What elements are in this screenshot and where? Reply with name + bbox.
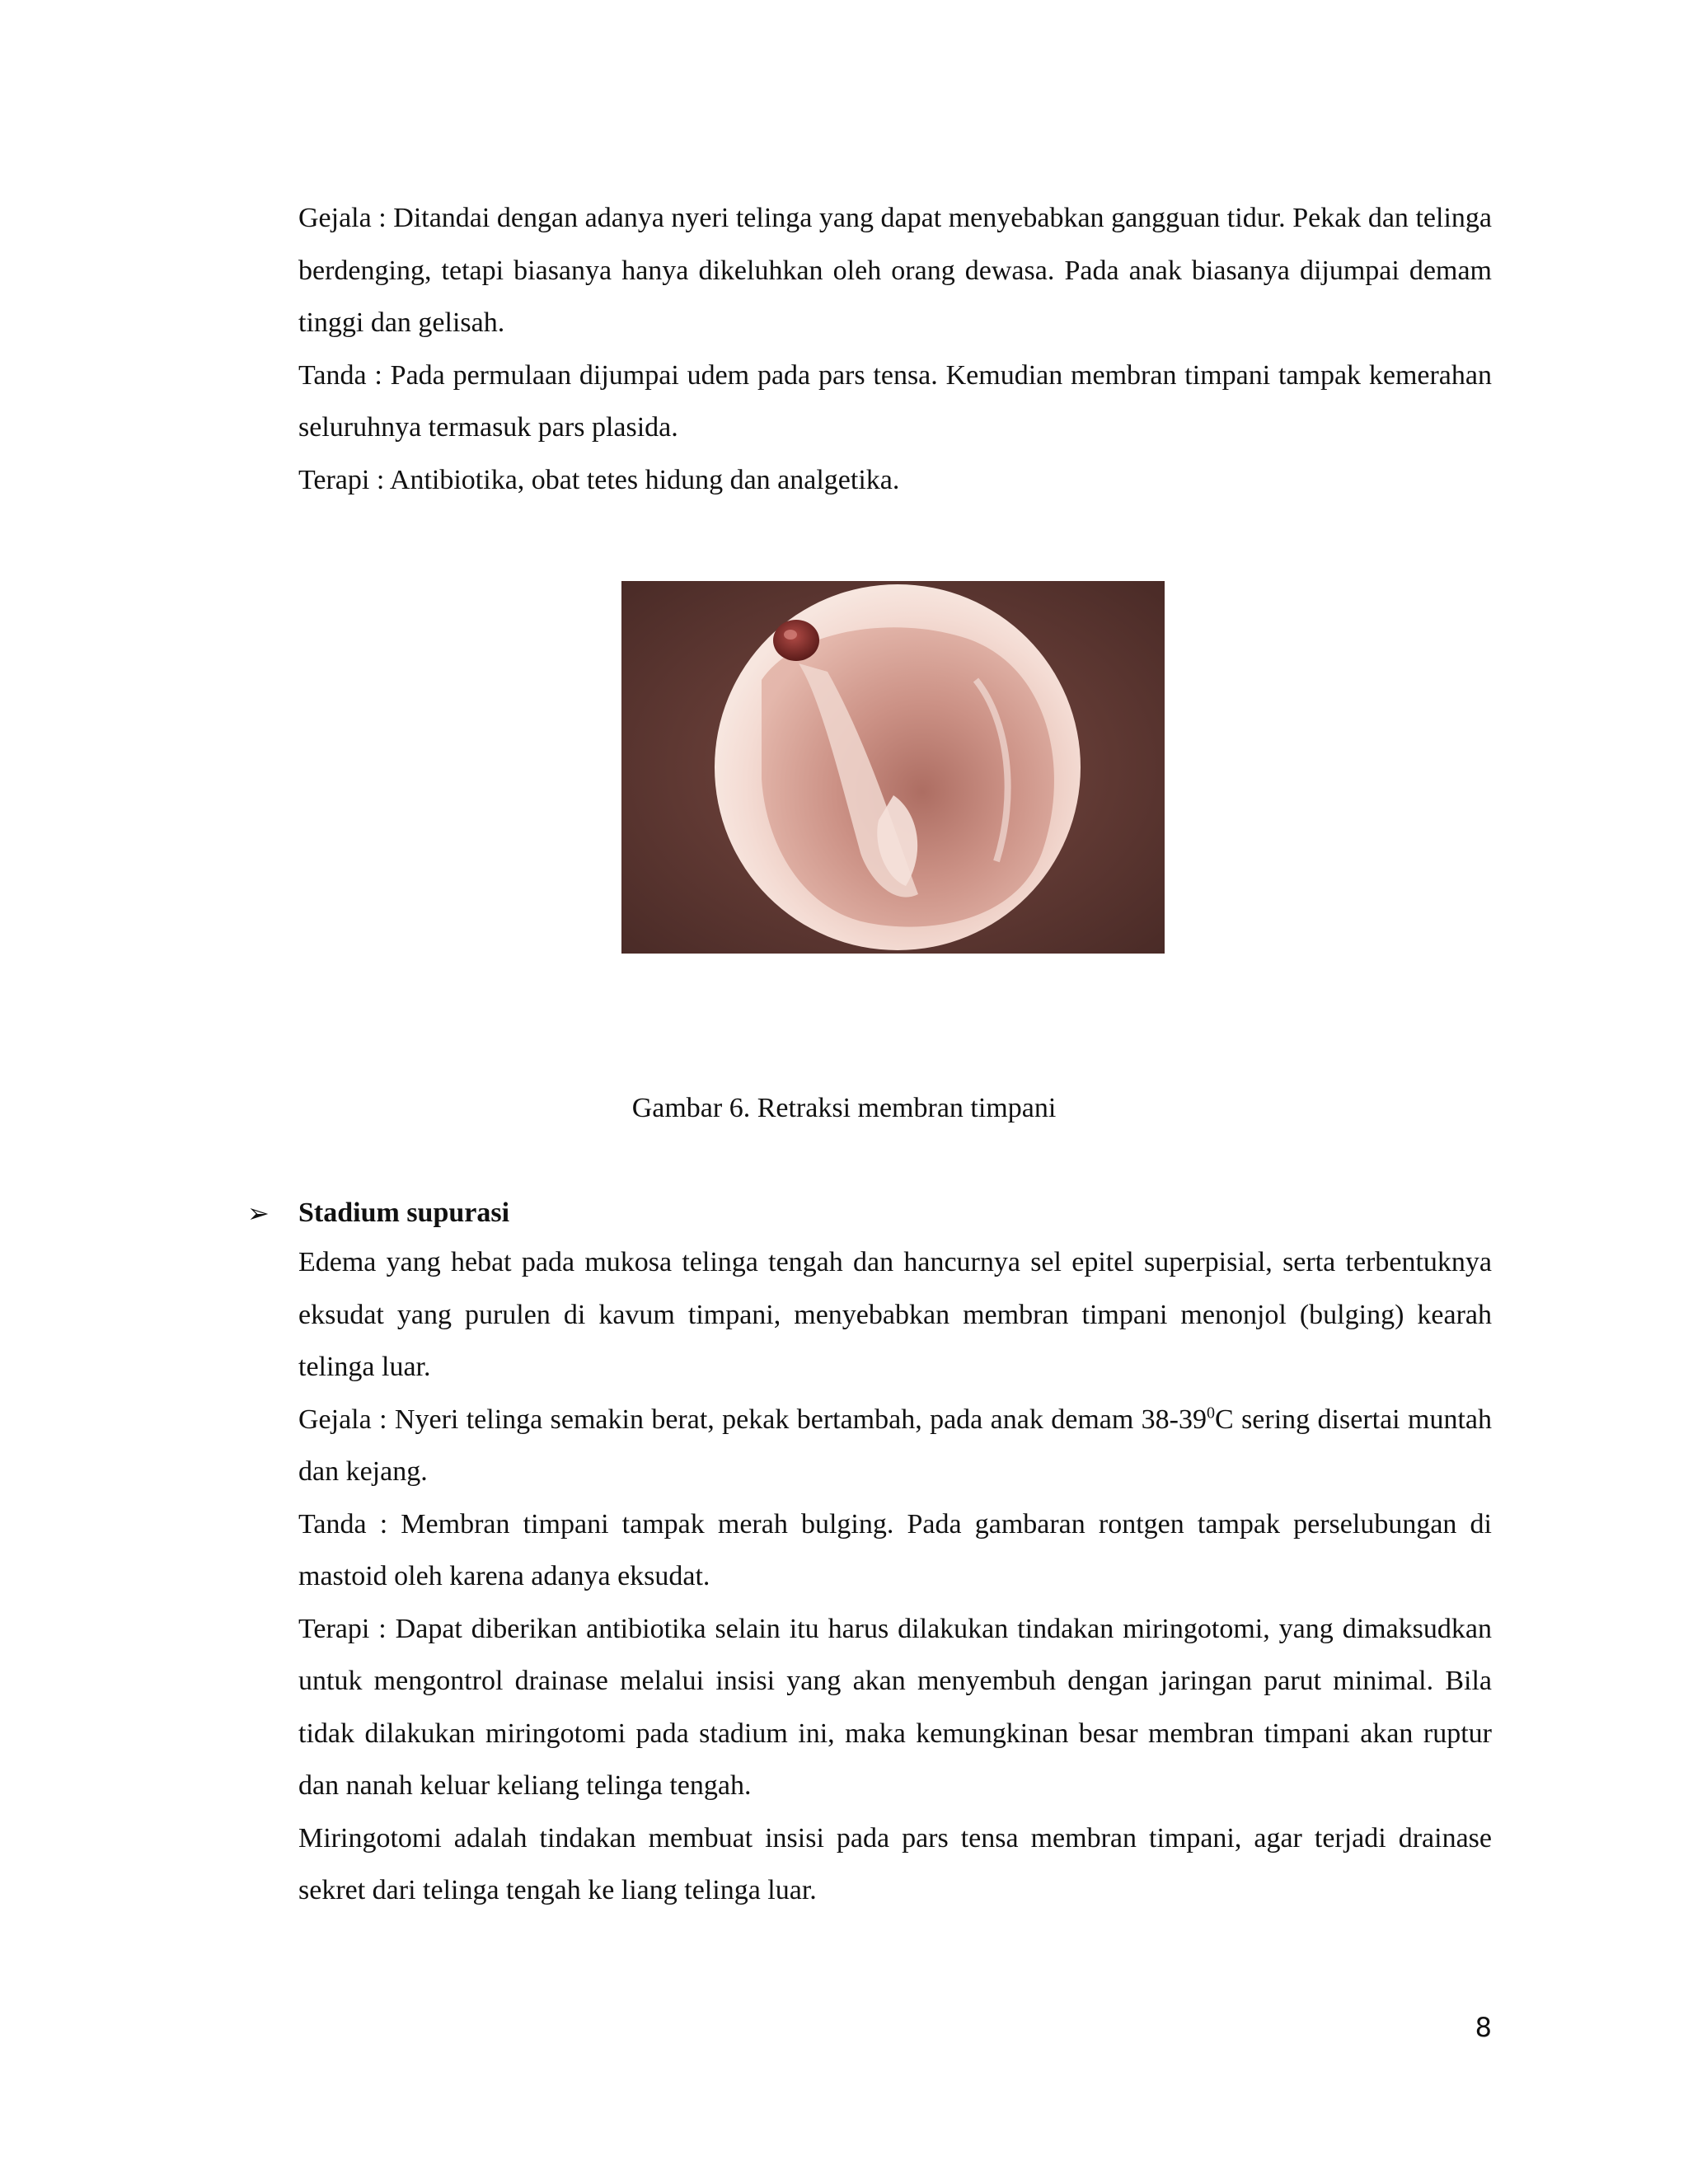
section-heading — [247, 1193, 509, 1234]
degree-superscript: 0 — [1207, 1404, 1216, 1422]
gejala-text-end: C sering disertai muntah dan kejang. — [298, 1404, 1492, 1487]
gejala-text-start: Gejala : Nyeri telinga semakin berat, pekak bertambah, pada anak demam 38-39 — [298, 1404, 1207, 1435]
paragraph-terapi: Terapi : Antibiotika, obat tetes hidung dan analgetika. — [298, 464, 900, 495]
paragraph-gejala-supurasi — [298, 1394, 1492, 1498]
eardrum-illustration — [621, 581, 1165, 954]
figure-caption: Gambar 6. Retraksi membran timpani — [631, 1093, 1057, 1123]
paragraph-tanda: Tanda : Pada permulaan dijumpai udem pada pars tensa. Kemudian membran timpani tampak kemerahan seluruhnya termasuk pars plasida. — [298, 359, 1492, 443]
section-body — [298, 1236, 1492, 1917]
arrow-bullet-icon: ➢ — [247, 1198, 270, 1228]
intro-text — [298, 192, 1492, 506]
paragraph-gejala: Gejala : Ditandai dengan adanya nyeri telinga yang dapat menyebabkan gangguan tidur. Pekak dan telinga berdenging, tetapi biasanya hanya dikeluhkan oleh orang dewasa. Pada anak biasanya dijumpai demam tinggi dan gelisah. — [298, 203, 1492, 338]
paragraph-tanda-supurasi: Tanda : Membran timpani tampak merah bulging. Pada gambaran rontgen tampak perselubungan di mastoid oleh karena adanya eksudat. — [298, 1508, 1492, 1591]
page-number: 8 — [1475, 2012, 1492, 2043]
paragraph-edema: Edema yang hebat pada mukosa telinga tengah dan hancurnya sel epitel superpisial, serta terbentuknya eksudat yang purulen di kavum timpani, menyebabkan membran timpani menonjol (bulging) kearah telinga luar. — [298, 1247, 1492, 1382]
section-title: Stadium supurasi — [298, 1197, 510, 1228]
paragraph-terapi-supurasi: Terapi : Dapat diberikan antibiotika selain itu harus dilakukan tindakan miringotomi, yang dimaksudkan untuk mengontrol drainase melalui insisi yang akan menyembuh dengan jaringan parut minimal. Bila tidak dilakukan miringotomi pada stadium ini, maka kemungkinan besar membran timpani akan ruptur dan nanah keluar keliang telinga tengah. — [298, 1613, 1492, 1801]
paragraph-miringotomi: Miringotomi adalah tindakan membuat insisi pada pars tensa membran timpani, agar terjadi drainase sekret dari telinga tengah ke liang telinga luar. — [298, 1822, 1492, 1905]
otoscopic-eardrum-photo — [621, 581, 1165, 954]
